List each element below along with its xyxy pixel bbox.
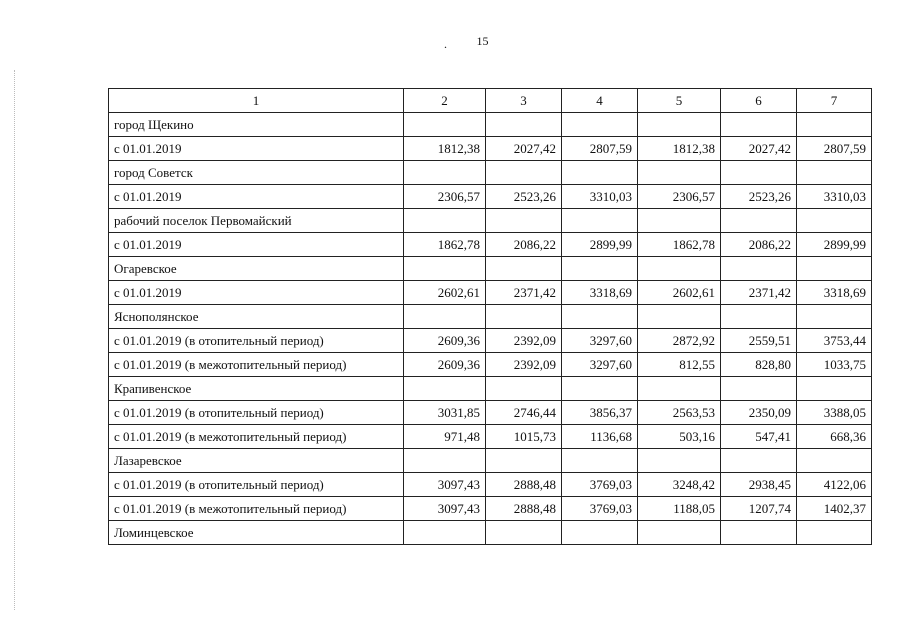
table-row [109,113,872,137]
row-label: Огаревское [109,257,404,281]
cell-value-col-5: 1862,78 [638,233,721,257]
cell-value-col-3: 1015,73 [486,425,562,449]
cell-value-col-6: 2371,42 [721,281,797,305]
cell-value-col-6: 2350,09 [721,401,797,425]
cell-value-col-5 [638,377,721,401]
table-row [109,233,872,257]
cell-value-col-5 [638,161,721,185]
cell-value-col-6 [721,521,797,545]
table-row [109,473,872,497]
cell-value-col-6 [721,377,797,401]
cell-value-col-5: 3248,42 [638,473,721,497]
cell-value-col-5: 1188,05 [638,497,721,521]
cell-value-col-4 [562,113,638,137]
table-row [109,305,872,329]
cell-value-col-6: 1207,74 [721,497,797,521]
cell-value-col-7 [797,521,872,545]
cell-value-col-6: 2523,26 [721,185,797,209]
cell-value-col-5 [638,521,721,545]
table-row [109,257,872,281]
table-row [109,161,872,185]
cell-value-col-5 [638,449,721,473]
cell-value-col-2: 1812,38 [404,137,486,161]
cell-value-col-2: 2602,61 [404,281,486,305]
cell-value-col-2 [404,257,486,281]
table-row [109,425,872,449]
cell-value-col-6 [721,113,797,137]
cell-value-col-2: 3097,43 [404,497,486,521]
column-header-7: 7 [797,89,872,113]
cell-value-col-7: 1402,37 [797,497,872,521]
cell-value-col-6 [721,209,797,233]
row-label: город Щекино [109,113,404,137]
page-number-text: 15 [476,34,489,48]
cell-value-col-4: 3769,03 [562,473,638,497]
row-label: Ломинцевское [109,521,404,545]
page-number [0,34,905,49]
page-margin-line [14,70,16,610]
cell-value-col-7 [797,449,872,473]
cell-value-col-3 [486,209,562,233]
cell-value-col-7: 2899,99 [797,233,872,257]
table-row [109,137,872,161]
cell-value-col-4: 1136,68 [562,425,638,449]
row-label: с 01.01.2019 [109,185,404,209]
cell-value-col-4 [562,377,638,401]
cell-value-col-2 [404,209,486,233]
column-header-3: 3 [486,89,562,113]
table-row [109,353,872,377]
cell-value-col-7 [797,209,872,233]
cell-value-col-2 [404,305,486,329]
cell-value-col-6: 547,41 [721,425,797,449]
cell-value-col-4: 3318,69 [562,281,638,305]
cell-value-col-7 [797,113,872,137]
row-label: с 01.01.2019 (в межотопительный период) [109,353,404,377]
table-row [109,185,872,209]
cell-value-col-2: 971,48 [404,425,486,449]
cell-value-col-6: 2559,51 [721,329,797,353]
cell-value-col-7: 3388,05 [797,401,872,425]
cell-value-col-5: 1812,38 [638,137,721,161]
cell-value-col-5: 2563,53 [638,401,721,425]
row-label: Крапивенское [109,377,404,401]
cell-value-col-3 [486,377,562,401]
cell-value-col-4: 2807,59 [562,137,638,161]
cell-value-col-2: 3031,85 [404,401,486,425]
cell-value-col-6 [721,161,797,185]
column-header-5: 5 [638,89,721,113]
cell-value-col-3 [486,161,562,185]
cell-value-col-3 [486,449,562,473]
cell-value-col-6: 828,80 [721,353,797,377]
table-row [109,521,872,545]
cell-value-col-4 [562,305,638,329]
cell-value-col-3 [486,257,562,281]
column-header-6: 6 [721,89,797,113]
cell-value-col-3 [486,521,562,545]
cell-value-col-4: 3297,60 [562,353,638,377]
cell-value-col-6 [721,305,797,329]
cell-value-col-2 [404,449,486,473]
cell-value-col-7 [797,161,872,185]
cell-value-col-5: 2306,57 [638,185,721,209]
cell-value-col-5: 503,16 [638,425,721,449]
cell-value-col-7: 3318,69 [797,281,872,305]
row-label: с 01.01.2019 (в отопительный период) [109,401,404,425]
row-label: с 01.01.2019 [109,233,404,257]
cell-value-col-5 [638,209,721,233]
column-header-1: 1 [109,89,404,113]
cell-value-col-4: 3769,03 [562,497,638,521]
cell-value-col-4 [562,449,638,473]
cell-value-col-2: 2609,36 [404,329,486,353]
cell-value-col-6: 2086,22 [721,233,797,257]
cell-value-col-2 [404,377,486,401]
cell-value-col-7: 2807,59 [797,137,872,161]
cell-value-col-3: 2392,09 [486,353,562,377]
table-body [109,113,872,545]
row-label: рабочий поселок Первомайский [109,209,404,233]
row-label: с 01.01.2019 (в отопительный период) [109,473,404,497]
row-label: с 01.01.2019 [109,281,404,305]
cell-value-col-7: 1033,75 [797,353,872,377]
cell-value-col-7: 3310,03 [797,185,872,209]
row-label: Лазаревское [109,449,404,473]
cell-value-col-5: 2602,61 [638,281,721,305]
table-row [109,329,872,353]
cell-value-col-4 [562,257,638,281]
cell-value-col-3: 2371,42 [486,281,562,305]
cell-value-col-3: 2027,42 [486,137,562,161]
cell-value-col-4 [562,209,638,233]
cell-value-col-4: 3310,03 [562,185,638,209]
cell-value-col-7 [797,305,872,329]
page-mark: . [444,37,447,51]
cell-value-col-3: 2523,26 [486,185,562,209]
cell-value-col-5: 812,55 [638,353,721,377]
cell-value-col-6 [721,449,797,473]
cell-value-col-5: 2872,92 [638,329,721,353]
table-row [109,449,872,473]
row-label: Яснополянское [109,305,404,329]
cell-value-col-7: 3753,44 [797,329,872,353]
cell-value-col-4 [562,521,638,545]
cell-value-col-3: 2888,48 [486,473,562,497]
cell-value-col-3 [486,113,562,137]
table-row [109,377,872,401]
cell-value-col-4 [562,161,638,185]
cell-value-col-2 [404,161,486,185]
cell-value-col-7: 4122,06 [797,473,872,497]
table-row [109,401,872,425]
cell-value-col-3: 2392,09 [486,329,562,353]
cell-value-col-4: 3297,60 [562,329,638,353]
column-header-2: 2 [404,89,486,113]
cell-value-col-5 [638,113,721,137]
cell-value-col-6: 2938,45 [721,473,797,497]
cell-value-col-7 [797,377,872,401]
column-header-4: 4 [562,89,638,113]
cell-value-col-6: 2027,42 [721,137,797,161]
cell-value-col-7 [797,257,872,281]
cell-value-col-4: 3856,37 [562,401,638,425]
tariff-table [108,88,872,545]
cell-value-col-2 [404,521,486,545]
table-row [109,281,872,305]
row-label: с 01.01.2019 (в отопительный период) [109,329,404,353]
cell-value-col-3: 2746,44 [486,401,562,425]
row-label: город Советск [109,161,404,185]
cell-value-col-2: 2306,57 [404,185,486,209]
cell-value-col-2: 2609,36 [404,353,486,377]
table-row [109,497,872,521]
table-row [109,209,872,233]
row-label: с 01.01.2019 (в межотопительный период) [109,425,404,449]
cell-value-col-6 [721,257,797,281]
cell-value-col-2: 3097,43 [404,473,486,497]
cell-value-col-7: 668,36 [797,425,872,449]
cell-value-col-5 [638,305,721,329]
cell-value-col-3 [486,305,562,329]
header-row [109,89,872,113]
row-label: с 01.01.2019 [109,137,404,161]
cell-value-col-2: 1862,78 [404,233,486,257]
cell-value-col-3: 2888,48 [486,497,562,521]
row-label: с 01.01.2019 (в межотопительный период) [109,497,404,521]
cell-value-col-5 [638,257,721,281]
cell-value-col-4: 2899,99 [562,233,638,257]
cell-value-col-2 [404,113,486,137]
cell-value-col-3: 2086,22 [486,233,562,257]
